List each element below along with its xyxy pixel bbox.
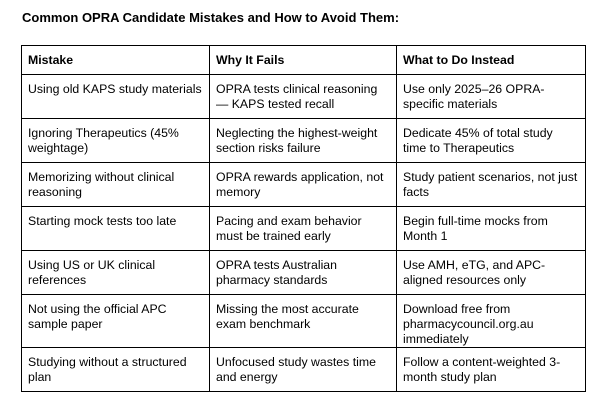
table-row <box>22 251 586 295</box>
table-header-row <box>22 46 586 75</box>
cell-what-to-do: Study patient scenarios, not just facts <box>397 163 586 207</box>
table-row <box>22 207 586 251</box>
cell-why-it-fails: OPRA rewards application, not memory <box>210 163 397 207</box>
cell-why-it-fails: Missing the most accurate exam benchmark <box>210 295 397 348</box>
cell-mistake: Memorizing without clinical reasoning <box>22 163 210 207</box>
cell-mistake: Starting mock tests too late <box>22 207 210 251</box>
cell-why-it-fails: Unfocused study wastes time and energy <box>210 348 397 392</box>
cell-what-to-do: Use AMH, eTG, and APC-aligned resources only <box>397 251 586 295</box>
header-mistake: Mistake <box>22 46 210 75</box>
cell-why-it-fails: Pacing and exam behavior must be trained early <box>210 207 397 251</box>
cell-mistake: Not using the official APC sample paper <box>22 295 210 348</box>
cell-what-to-do: Follow a content-weighted 3-month study plan <box>397 348 586 392</box>
cell-why-it-fails: OPRA tests clinical reasoning — KAPS tested recall <box>210 75 397 119</box>
table-row <box>22 119 586 163</box>
cell-mistake: Studying without a structured plan <box>22 348 210 392</box>
page-title: Common OPRA Candidate Mistakes and How to Avoid Them: <box>22 10 400 25</box>
cell-what-to-do: Use only 2025–26 OPRA-specific materials <box>397 75 586 119</box>
table-row <box>22 75 586 119</box>
cell-what-to-do: Dedicate 45% of total study time to Therapeutics <box>397 119 586 163</box>
cell-why-it-fails: OPRA tests Australian pharmacy standards <box>210 251 397 295</box>
table-row <box>22 295 586 348</box>
header-what-to-do-instead: What to Do Instead <box>397 46 586 75</box>
cell-mistake: Using old KAPS study materials <box>22 75 210 119</box>
table-row <box>22 163 586 207</box>
header-why-it-fails: Why It Fails <box>210 46 397 75</box>
mistakes-table <box>21 45 586 392</box>
cell-mistake: Ignoring Therapeutics (45% weightage) <box>22 119 210 163</box>
cell-why-it-fails: Neglecting the highest-weight section risks failure <box>210 119 397 163</box>
cell-mistake: Using US or UK clinical references <box>22 251 210 295</box>
table-row <box>22 348 586 392</box>
cell-what-to-do: Begin full-time mocks from Month 1 <box>397 207 586 251</box>
cell-what-to-do: Download free from pharmacycouncil.org.au immediately <box>397 295 586 348</box>
